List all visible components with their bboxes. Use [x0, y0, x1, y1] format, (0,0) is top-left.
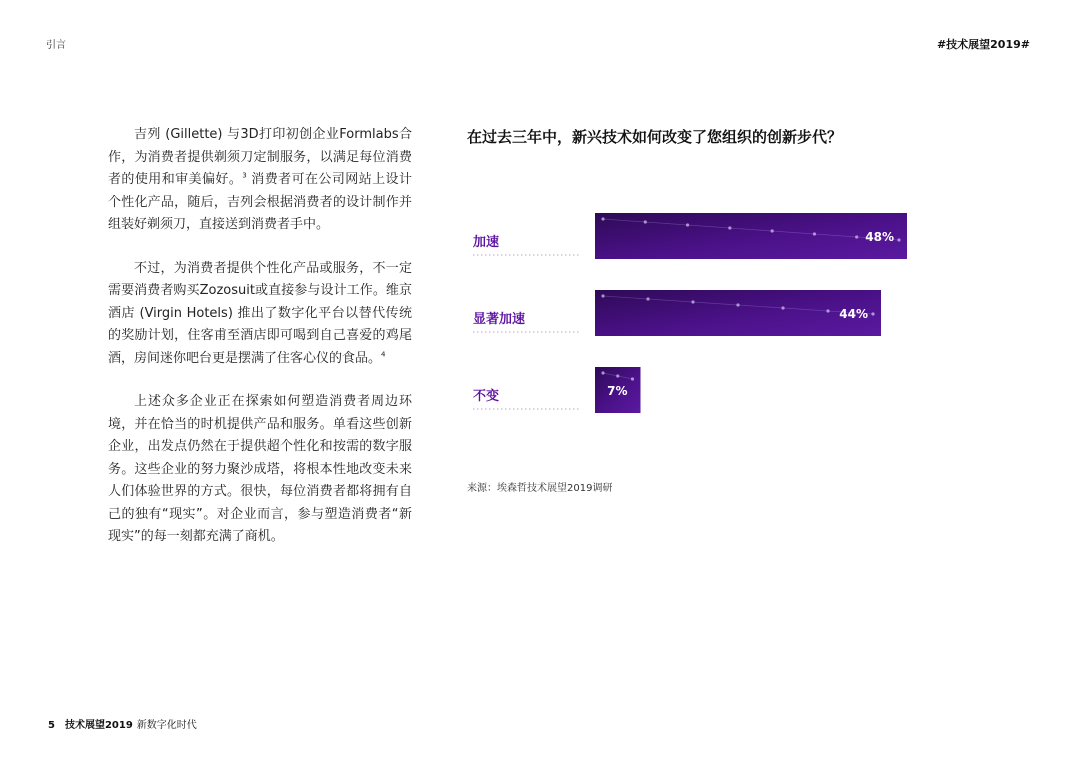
- footer-subtitle: 新数字化时代: [136, 720, 197, 731]
- bar-row-2: [595, 290, 881, 336]
- report-tag: #技术展望2019#: [936, 38, 1030, 51]
- bar-network-node-row-1: [897, 238, 900, 241]
- section-label: 引言: [46, 40, 66, 51]
- bar-network-node-row-1: [771, 229, 774, 232]
- bar-network-node-row-1: [686, 223, 689, 226]
- bar-chart: [460, 190, 940, 450]
- chart-title: 在过去三年中，新兴技术如何改变了您组织的创新步代？: [467, 128, 843, 146]
- bar-network-node-row-2: [601, 294, 604, 297]
- bar-network-node-row-3: [616, 374, 619, 377]
- category-label-row-2: 显著加速: [473, 312, 526, 327]
- paragraph-2-text: 不过，为消费者提供个性化产品或服务，不一定需要消费者购买Zozosuit或直接参与设计工作。维京酒店 (Virgin Hotels) 推出了数字化平台以替代传统的奖励计划，住客甫至酒店即可喝到自己喜爱的鸡尾酒，房间迷你吧台更是摆满了住客心仪的食品。: [108, 260, 412, 366]
- category-label-row-3: 不变: [473, 389, 500, 404]
- category-label-row-1: 加速: [473, 235, 500, 250]
- paragraph-1-text-a: 吉列 (Gillette) 与3D打印初创企业Formlabs合作，为消费者提供剃须刀定制服务，以满足每位消费者的使用和审美偏好。: [108, 127, 412, 187]
- value-label-row-3: 7%: [607, 384, 628, 398]
- paragraph-2: [108, 258, 412, 371]
- bar-network-node-row-1: [855, 235, 858, 238]
- value-label-row-1: 48%: [865, 230, 894, 244]
- bar-network-node-row-1: [813, 232, 816, 235]
- bar-network-node-row-1: [601, 217, 604, 220]
- bar-network-node-row-2: [826, 309, 829, 312]
- page-number: 5: [48, 720, 55, 731]
- bar-network-node-row-2: [691, 300, 694, 303]
- body-text: [108, 124, 412, 570]
- footer-brand: 技术展望2019: [64, 720, 133, 731]
- bar-network-node-row-2: [781, 306, 784, 309]
- paragraph-1: [108, 124, 412, 237]
- bar-row-1: [595, 213, 907, 259]
- bar-network-node-row-2: [871, 312, 874, 315]
- source-note: 来源：埃森哲技术展望2019调研: [467, 483, 613, 494]
- footnote-ref-3[interactable]: 3: [242, 171, 247, 180]
- bar-network-node-row-2: [736, 303, 739, 306]
- paragraph-1-text-b: 消费者可在公司网站上设计个性化产品，随后，吉列会根据消费者的设计制作并组装好剃须刀，直接送到消费者手中。: [108, 172, 412, 232]
- paragraph-3: 上述众多企业正在探索如何塑造消费者周边环境，并在恰当的时机提供产品和服务。单看这些创新企业，出发点仍然在于提供超个性化和按需的数字服务。这些企业的努力聚沙成塔，将根本性地改变未来人们体验世界的方式。很快，每位消费者都将拥有自己的独有“现实”。对企业而言，参与塑造消费者“新现实”的每一刻都充满了商机。: [108, 394, 412, 544]
- bar-network-node-row-3: [631, 377, 634, 380]
- value-label-row-2: 44%: [839, 307, 868, 321]
- bar-network-node-row-1: [728, 226, 731, 229]
- page-footer: [48, 716, 197, 731]
- bar-network-node-row-2: [646, 297, 649, 300]
- bar-network-node-row-3: [601, 371, 604, 374]
- footnote-ref-4[interactable]: 4: [381, 350, 386, 359]
- bar-network-node-row-1: [644, 220, 647, 223]
